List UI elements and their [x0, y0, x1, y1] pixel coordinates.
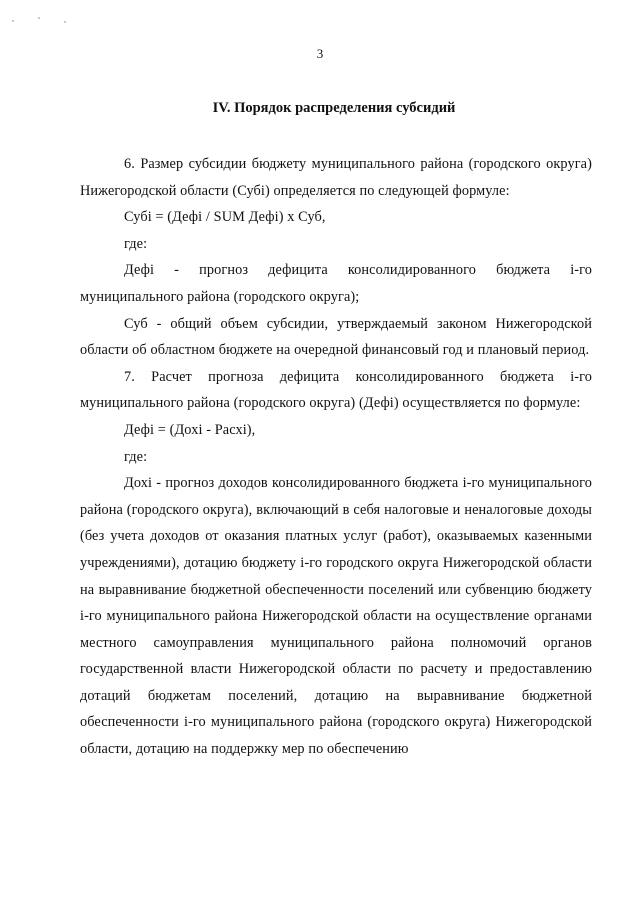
where-label: где:: [124, 235, 148, 252]
where-label: где:: [124, 448, 148, 465]
formula-deficit: Дефі = (Дохі - Расхі),: [124, 421, 256, 438]
paragraph-7: 7. Расчет прогноза дефицита консолидированного бюджета і-го муниципального района (городского округа) (Дефі) осуществляется по формуле:: [80, 368, 592, 412]
page-number: 3: [316, 46, 324, 61]
definition-sub: Суб - общий объем субсидии, утверждаемый законом Нижегородской области об областном бюджете на очередной финансовый год и плановый период.: [80, 315, 592, 359]
scan-artifact: [12, 20, 14, 22]
document-body: [80, 151, 592, 763]
formula-subsidy: Субі = (Дефі / SUM Дефі) х Суб,: [124, 209, 326, 226]
scan-artifact: [38, 17, 40, 19]
section-title: IV. Порядок распределения субсидий: [212, 100, 456, 116]
paragraph-6: 6. Размер субсидии бюджету муниципального района (городского округа) Нижегородской области (Субі) определяется по следующей формуле:: [80, 156, 592, 199]
scan-artifact: [64, 21, 66, 23]
definition-defi: Дефі - прогноз дефицита консолидированного бюджета і-го муниципального района (городского округа);: [80, 262, 592, 305]
definition-dokhi: Дохі - прогноз доходов консолидированного бюджета і-го муниципального района (городского округа), включающий в себя налоговые и неналоговые доходы (без учета доходов от оказания платных услуг (работ), оказываемых казенными учреждениями), дотацию бюджету і-го городского округа Нижегородской области на выравнивание бюджетной обеспеченности поселений или субвенцию бюджету і-го муниципального района Нижегородской области на осуществление органами местного самоуправления муниципального района полномочий органов государственной власти Нижегородской области по расчету и предоставлению дотаций бюджетам поселений, дотацию на выравнивание бюджетной обеспеченности і-го муниципального района (городского округа) Нижегородской области, дотацию на поддержку мер по обеспечению: [80, 475, 592, 758]
